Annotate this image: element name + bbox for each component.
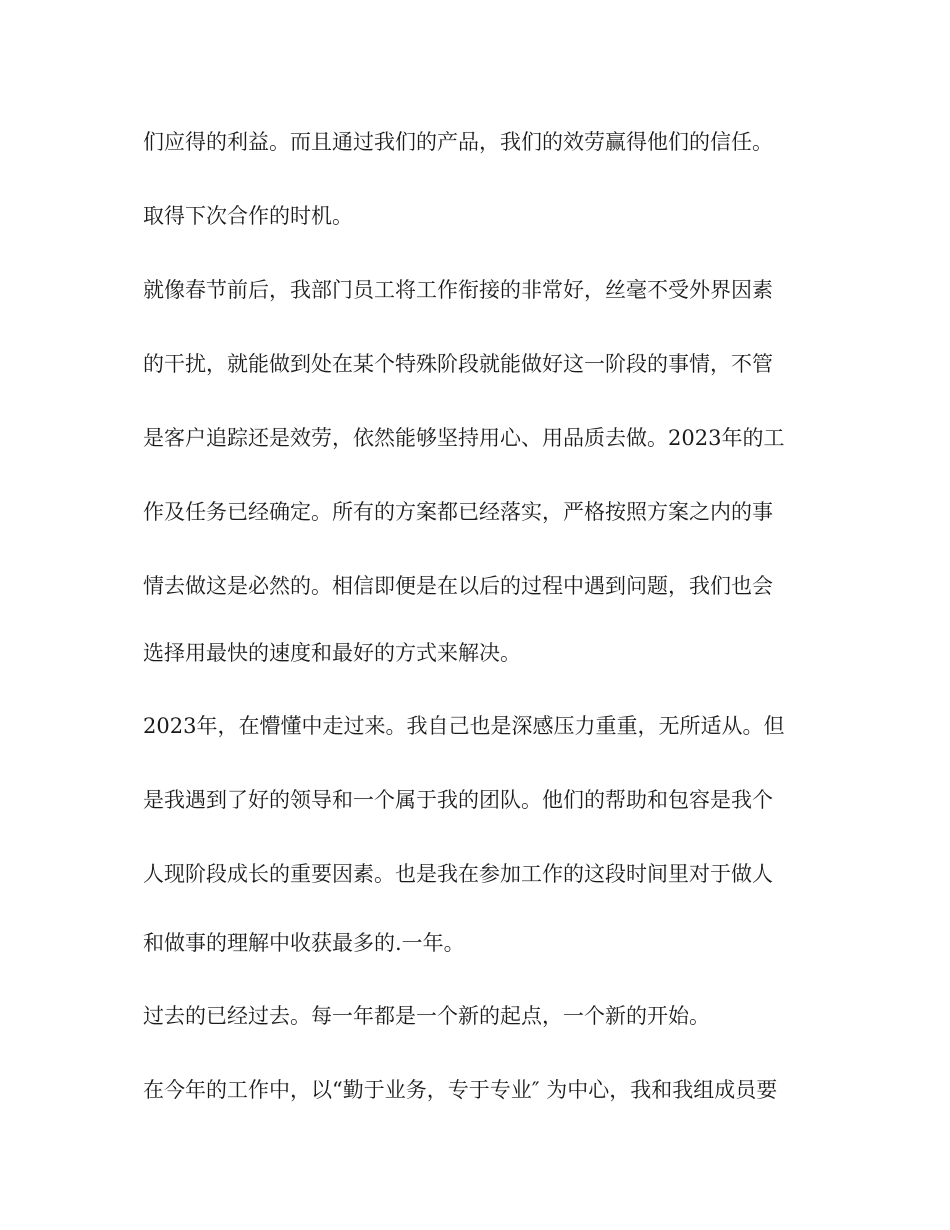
text-line: 的干扰，就能做到处在某个特殊阶段就能做好这一阶段的事情，不管 — [143, 352, 773, 376]
text-line: 们应得的利益。而且通过我们的产品，我们的效劳赢得他们的信任。 — [143, 130, 773, 154]
text-line: 选择用最快的速度和最好的方式来解决。 — [143, 641, 521, 665]
text-line: 就像春节前后，我部门员工将工作衔接的非常好，丝毫不受外界因素 — [143, 278, 773, 302]
text-line: 2023年，在懵懂中走过来。我自己也是深感压力重重，无所适从。但 — [143, 714, 785, 738]
text-line: 情去做这是必然的。相信即便是在以后的过程中遇到问题，我们也会 — [143, 574, 773, 598]
text-line: 过去的已经过去。每一年都是一个新的起点，一个新的开始。 — [143, 1004, 710, 1028]
text-line: 和做事的理解中收获最多的.一年。 — [143, 931, 465, 955]
text-line: 是客户追踪还是效劳，依然能够坚持用心、用品质去做。2023年的工 — [143, 426, 785, 450]
text-line: 是我遇到了好的领导和一个属于我的团队。他们的帮助和包容是我个 — [143, 788, 773, 812]
text-line: 人现阶段成长的重要因素。也是我在参加工作的这段时间里对于做人 — [143, 862, 773, 886]
text-line: 作及任务已经确定。所有的方案都已经落实，严格按照方案之内的事 — [143, 500, 773, 524]
text-line: 在今年的工作中，以“勤于业务，专于专业″ 为中心，我和我组成员要 — [143, 1078, 778, 1102]
text-line: 取得下次合作的时机。 — [143, 204, 353, 228]
